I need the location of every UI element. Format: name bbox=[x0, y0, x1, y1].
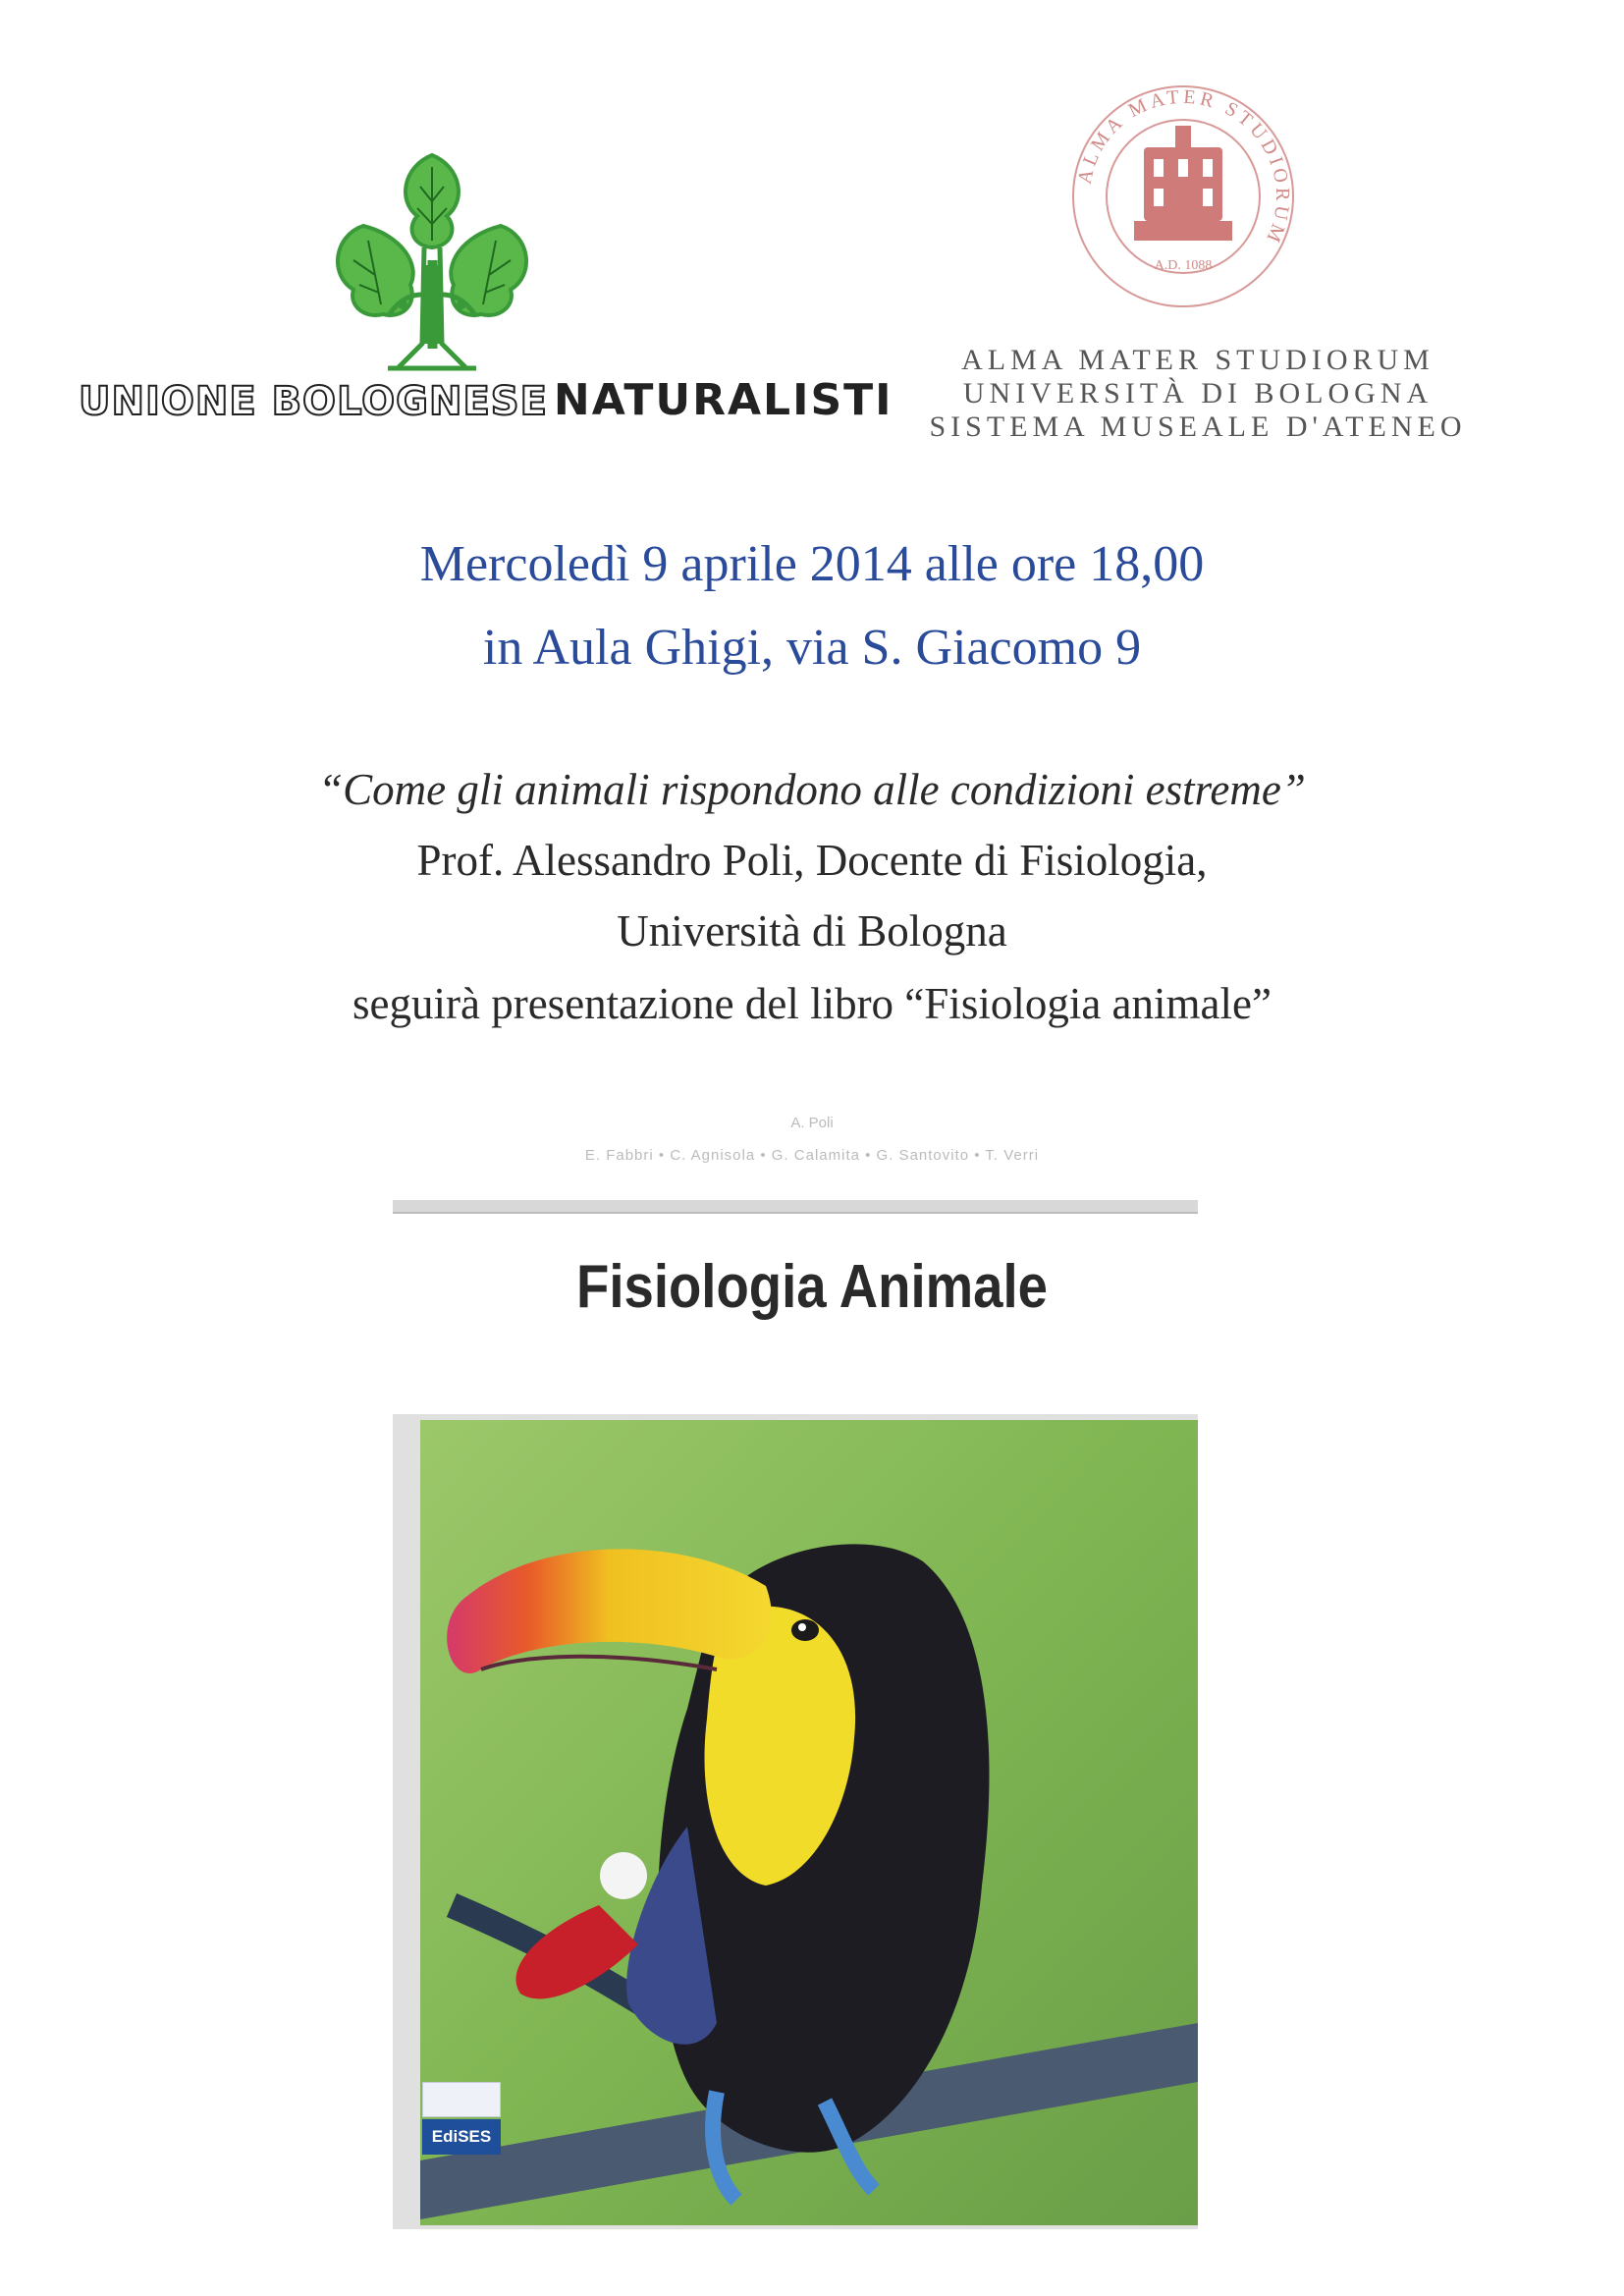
event-place: in Aula Ghigi, via S. Giacomo 9 bbox=[482, 620, 1142, 676]
cover-author: A. Poli bbox=[790, 1115, 834, 1131]
unibo-line-3: SISTEMA MUSEALE D'ATENEO bbox=[929, 410, 1467, 443]
tree-icon bbox=[304, 147, 560, 373]
cover-coauthors: E. Fabbri • C. Agnisola • G. Calamita • G. Santovito • T. Verri bbox=[584, 1147, 1040, 1164]
cover-title: Fisiologia Animale bbox=[575, 1253, 1049, 1321]
toucan-photo bbox=[393, 1414, 1198, 2229]
unibo-line-1: ALMA MATER STUDIORUM bbox=[961, 344, 1435, 376]
book-presentation: seguirà presentazione del libro “Fisiologia animale” bbox=[352, 979, 1272, 1028]
publisher-badge bbox=[422, 2082, 501, 2157]
ubn-outline-text: UNIONE BOLOGNESE bbox=[79, 379, 548, 424]
event-date: Mercoledì 9 aprile 2014 alle ore 18,00 bbox=[419, 536, 1205, 592]
publisher-logo-icon bbox=[422, 2082, 501, 2117]
ubn-wordmark bbox=[79, 375, 893, 425]
speaker-university: Università di Bologna bbox=[617, 906, 1007, 956]
speaker: Prof. Alessandro Poli, Docente di Fisiologia, bbox=[416, 836, 1208, 885]
seal-date: A.D. 1088 bbox=[1154, 258, 1213, 273]
ubn-bold-text: NATURALISTI bbox=[553, 375, 893, 425]
unibo-line-2: UNIVERSITÀ DI BOLOGNA bbox=[962, 377, 1434, 410]
seal-ring-text: ALMA MATER STUDIORUM bbox=[1073, 85, 1294, 249]
publisher-name: EdiSES bbox=[422, 2119, 501, 2155]
talk-title: “Come gli animali rispondono alle condizioni estreme” bbox=[318, 765, 1306, 814]
unibo-seal-icon bbox=[1065, 79, 1301, 314]
ubn-logo bbox=[79, 147, 893, 442]
unibo-text-block bbox=[923, 344, 1473, 444]
cover-rule bbox=[393, 1200, 1198, 1214]
